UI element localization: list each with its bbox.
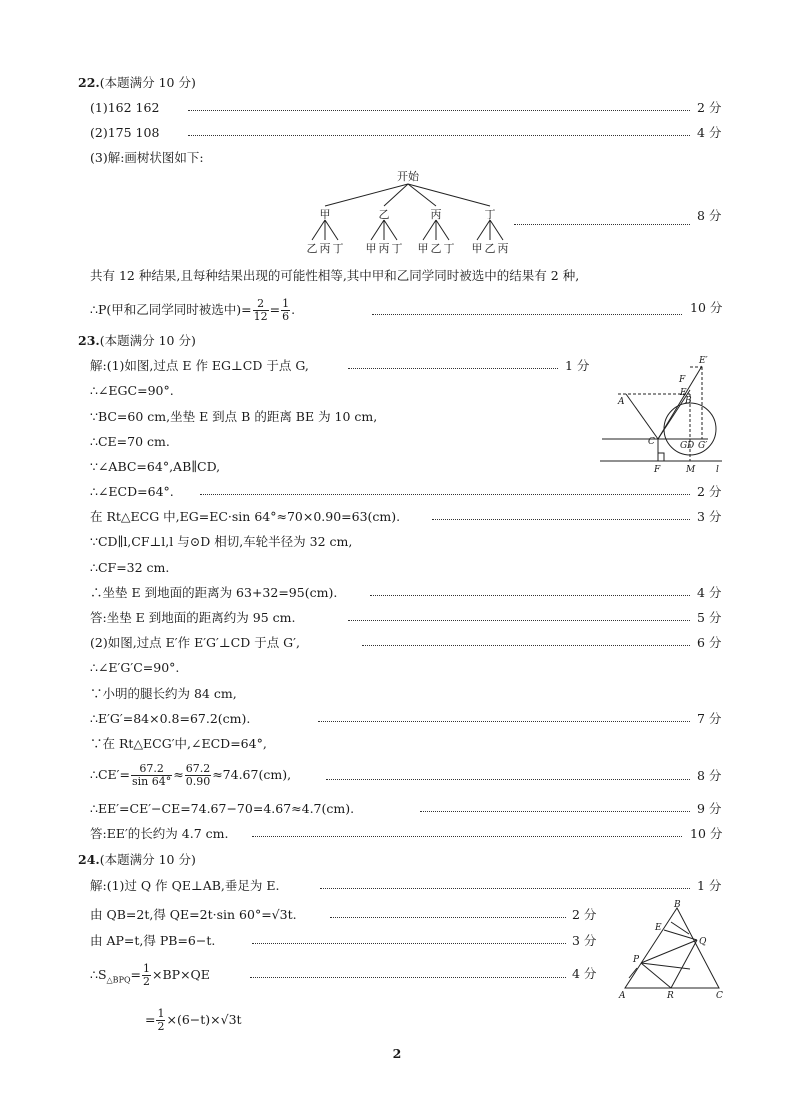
q22-score-note: (本题满分 10 分) [99, 75, 196, 90]
q23-header [78, 333, 196, 349]
area-expansion: ×(6−t)×√3t [166, 1012, 242, 1027]
q23-line: ∵CD∥l,CF⊥l,l 与⊙D 相切,车轮半径为 32 cm, [90, 534, 353, 549]
fraction [131, 763, 172, 788]
tree-leaf: 丙 [378, 242, 390, 255]
score-mark: 5 分 [697, 610, 722, 625]
leader-dots [320, 887, 690, 889]
q22-answer-2: (2)175 108 [90, 125, 160, 140]
leader-dots [250, 976, 566, 978]
tree-leaf: 甲 [417, 242, 429, 255]
denominator: sin 64° [131, 775, 172, 788]
score-mark: 3 分 [697, 509, 722, 524]
fraction [281, 298, 290, 323]
score-mark: 3 分 [572, 933, 597, 948]
label-F: F [654, 465, 661, 475]
numerator: 2 [253, 298, 269, 311]
label-R: R [667, 991, 674, 1001]
tree-leaf: 甲 [365, 242, 377, 255]
leader-dots [200, 493, 690, 495]
tree-leaf: 乙 [430, 242, 442, 255]
score-mark: 7 分 [697, 711, 722, 726]
q23-line: 在 Rt△ECG 中,EG=EC·sin 64°≈70×0.90=63(cm). [90, 509, 401, 524]
label-F-top: F [679, 375, 686, 385]
score-mark: 8 分 [697, 208, 722, 223]
q23-line: ∵在 Rt△ECG′中,∠ECD=64°, [90, 736, 267, 751]
q23-line: 解:(1)如图,过点 E 作 EG⊥CD 于点 G, [90, 358, 309, 373]
q23-score-note: (本题满分 10 分) [99, 333, 196, 348]
q22-answer-3: (3)解:画树状图如下: [90, 150, 204, 165]
leader-dots [432, 518, 690, 520]
label-Q: Q [699, 937, 707, 947]
tree-leaf: 甲 [471, 242, 483, 255]
score-mark: 1 分 [697, 878, 722, 893]
label-B: B [685, 396, 692, 406]
equals-sign: = [130, 967, 141, 982]
q24-number: 24. [78, 852, 100, 867]
q24-area-continue [145, 1008, 242, 1033]
bicycle-figure [598, 354, 728, 476]
leader-dots [514, 223, 690, 225]
label-G: G [680, 441, 688, 451]
approx-sign: ≈ [173, 767, 184, 782]
leader-dots [420, 810, 690, 812]
leader-dots [348, 367, 558, 369]
denominator: 0.90 [185, 775, 211, 788]
equals-sign: = [145, 1012, 156, 1027]
q24-header [78, 852, 196, 868]
q23-line: ∴EE′=CE′−CE=74.67−70=4.67≈4.7(cm). [90, 801, 355, 816]
numerator: 1 [282, 297, 290, 310]
denominator: 12 [253, 310, 268, 323]
score-mark: 4 分 [697, 125, 722, 140]
tree-node: 丙 [430, 208, 442, 221]
tree-leaf: 丙 [319, 242, 331, 255]
q23-line: ∴∠E′G′C=90°. [90, 660, 180, 675]
score-mark: 4 分 [697, 585, 722, 600]
tree-node: 甲 [319, 208, 331, 221]
q23-line: 答:EE′的长约为 4.7 cm. [90, 826, 229, 841]
q23-line: ∴E′G′=84×0.8=67.2(cm). [90, 711, 251, 726]
q22-reasoning: 共有 12 种结果,且每种结果出现的可能性相等,其中甲和乙同学同时被选中的结果有 2 种, [90, 268, 580, 283]
leader-dots [188, 109, 690, 111]
ce-prefix: ∴CE′= [90, 767, 130, 782]
leader-dots [372, 313, 682, 315]
label-M: M [686, 465, 696, 475]
q22-answer-1: (1)162 162 [90, 100, 160, 115]
probability-prefix: ∴P(甲和乙同学同时被选中)= [90, 302, 252, 317]
label-E: E [655, 923, 662, 933]
q22-header [78, 75, 196, 91]
tree-leaf: 丙 [497, 242, 509, 255]
q23-line: 答:坐垫 E 到地面的距离约为 95 cm. [90, 610, 296, 625]
page-number: 2 [392, 1046, 402, 1061]
label-D: D [687, 441, 695, 451]
label-E: E [680, 388, 687, 398]
tree-node: 乙 [378, 208, 390, 221]
q23-line: ∴坐垫 E 到地面的距离为 63+32=95(cm). [90, 585, 338, 600]
leader-dots [252, 942, 566, 944]
score-mark: 10 分 [690, 826, 723, 841]
score-mark: 2 分 [572, 907, 597, 922]
leader-dots [362, 644, 690, 646]
denominator: 6 [282, 310, 290, 323]
q23-line: ∴∠ECD=64°. [90, 484, 174, 499]
score-mark: 2 分 [697, 100, 722, 115]
tree-leaf: 乙 [484, 242, 496, 255]
q23-number: 23. [78, 333, 100, 348]
leader-dots [370, 594, 690, 596]
q23-ce-calc [90, 763, 291, 788]
q23-line: ∵BC=60 cm,坐垫 E 到点 B 的距离 BE 为 10 cm, [90, 409, 378, 424]
numerator: 1 [157, 1007, 165, 1020]
tree-leaf: 丁 [443, 242, 455, 255]
period: . [291, 302, 296, 317]
numerator: 67.2 [185, 762, 211, 775]
leader-dots [188, 134, 690, 136]
q22-probability [90, 298, 295, 323]
q23-line: ∴∠EGC=90°. [90, 383, 174, 398]
numerator: 67.2 [131, 763, 172, 776]
label-A: A [619, 991, 626, 1001]
leader-dots [326, 778, 690, 780]
denominator: 2 [143, 975, 150, 988]
score-mark: 6 分 [697, 635, 722, 650]
q23-line: ∵小明的腿长约为 84 cm, [90, 686, 237, 701]
label-B: B [674, 900, 681, 910]
score-mark: 1 分 [565, 358, 590, 373]
q24-line: 解:(1)过 Q 作 QE⊥AB,垂足为 E. [90, 878, 280, 893]
tree-leaf: 丁 [332, 242, 344, 255]
label-C: C [716, 991, 723, 1001]
score-mark: 9 分 [697, 801, 722, 816]
tree-leaf: 丁 [391, 242, 403, 255]
q23-line: ∴CF=32 cm. [90, 560, 170, 575]
triangle-figure [615, 900, 727, 1002]
leader-dots [252, 835, 682, 837]
label-A: A [618, 397, 625, 407]
leader-dots [330, 916, 566, 918]
area-product: ×BP×QE [152, 967, 210, 982]
label-G-prime: G′ [698, 441, 708, 451]
q23-line: (2)如图,过点 E′作 E′G′⊥CD 于点 G′, [90, 635, 300, 650]
label-E-prime: E′ [699, 356, 708, 366]
fraction [253, 298, 269, 323]
q24-area-formula [90, 963, 210, 989]
q24-line: 由 QB=2t,得 QE=2t·sin 60°=√3t. [90, 907, 297, 922]
fraction [185, 763, 212, 788]
leader-dots [348, 619, 690, 621]
label-C: C [648, 437, 655, 447]
tree-diagram [300, 166, 520, 260]
label-P: P [633, 955, 640, 965]
tree-leaf: 乙 [306, 242, 318, 255]
score-mark: 8 分 [697, 768, 722, 783]
label-l: l [716, 465, 719, 475]
tree-node: 丁 [484, 208, 496, 221]
q24-line: 由 AP=t,得 PB=6−t. [90, 933, 216, 948]
leader-dots [318, 720, 690, 722]
ce-suffix: ≈74.67(cm), [212, 767, 292, 782]
fraction [156, 1008, 165, 1033]
fraction [142, 963, 151, 988]
q24-score-note: (本题满分 10 分) [99, 852, 196, 867]
tree-root: 开始 [397, 170, 419, 183]
score-mark: 4 分 [572, 966, 597, 981]
q23-line: ∴CE=70 cm. [90, 434, 170, 449]
q23-line: ∵∠ABC=64°,AB∥CD, [90, 459, 221, 474]
q22-number: 22. [78, 75, 100, 90]
equals-sign: = [269, 302, 281, 317]
score-mark: 2 分 [697, 484, 722, 499]
area-subscript: △BPQ [106, 975, 131, 985]
denominator: 2 [157, 1020, 165, 1033]
area-symbol: ∴S [90, 967, 107, 982]
score-mark: 10 分 [690, 300, 723, 315]
numerator: 1 [143, 962, 150, 975]
